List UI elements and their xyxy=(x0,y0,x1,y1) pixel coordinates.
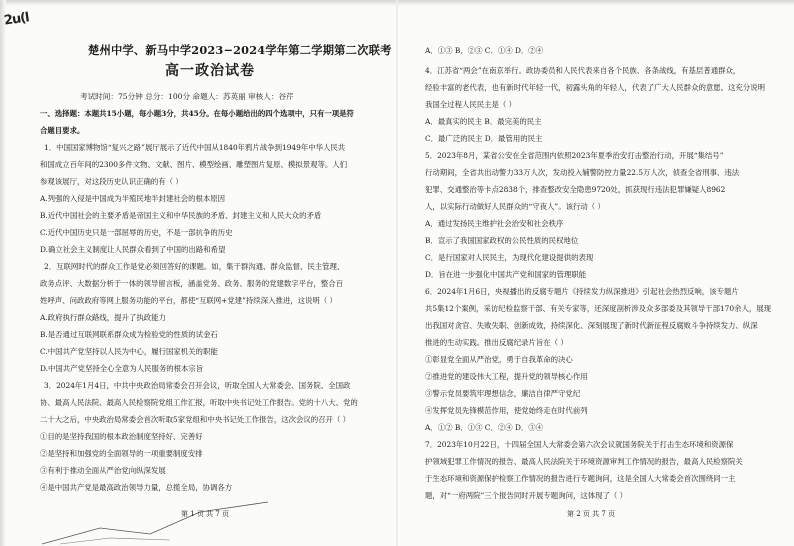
q6-answers: A．①② B．①③ C．②④ D．③④ xyxy=(425,423,544,432)
q4-line-1: 4．江苏省“两会”在南京举行。政协委员和人民代表来自各个民族、各条战线，有基层普通群众， xyxy=(425,66,741,75)
section-heading-cont: 合题目要求。 xyxy=(40,126,85,135)
q1-option-a: A.列强的入侵是中国成为半殖民地半封建社会的根本原因 xyxy=(40,194,226,203)
q2-option-d: D.中国共产党坚持全心全意为人民服务的根本宗旨 xyxy=(40,364,204,373)
q7-line-2: 护领域犯罪工作情况的报告、最高人民法院关于环境资源审判工作情况的报告，最高人民检察院关 xyxy=(425,457,743,466)
q6-line-2: 共5集12个案例，采访纪检监察干部、有关专家等，还深度剖析涉及众多部委及其领导干部170余人，展现 xyxy=(425,304,772,313)
section-heading: 一、选择题：本题共15小题，每小题3分，共45分。在每小题给出的四个选项中，只有一项是符 xyxy=(40,109,354,118)
q2-option-c: C.中国共产党坚持以人民为中心，履行国家机关的职能 xyxy=(40,347,218,356)
page-footer-1: 第 1 页 共 7 页 xyxy=(181,510,230,518)
exam-title: 楚州中学、新马中学2023−2024学年第二学期第二次联考 xyxy=(88,43,392,57)
q3-item-4: ④是中国共产党是最高政治领导力量，总揽全局，协调各方 xyxy=(40,483,233,492)
q1-line-3: 参观该展厅，对这段历史认识正确的有（ ） xyxy=(40,177,183,186)
q3-line-3: 二十大之后，中央政治局常委会首次听取5家党组和中央书记处工作报告，这次会议的召开（ ） xyxy=(40,415,351,424)
q5-option-a: A．通过发扬民主维护社会治安和社会秩序 xyxy=(425,219,564,228)
q2-option-a: A.政府执行群众路线，提升了执政能力 xyxy=(40,313,166,322)
q5-option-d: D．旨在进一步强化中国共产党和国家的管理职能 xyxy=(425,270,587,279)
q6-line-3: 出我国对贪官、失败失职、创新成效，持续深化、深刻展现了新时代新征程反腐败斗争持续发力、纵深 xyxy=(425,321,758,330)
pen-scribble-decoration xyxy=(40,500,270,546)
q6-item-2: ②推进党的建设伟大工程，提升党的领导核心作用 xyxy=(425,372,588,381)
q4-line-2: 经验丰富的老代表，也有新时代年轻一代，初露头角的年轻人，代表了广大人民群众的意愿。这充分说明 xyxy=(425,83,765,92)
q5-line-4: 人，以实际行动做好人民群众的“守夜人”。该行动（ ） xyxy=(425,202,605,211)
q1-line-2: 和国成立百年间的2300多件文物、文献、图片、模型绘画、雕塑图片复原、模拟景观等。人们 xyxy=(40,160,348,169)
q3-line-1: 3．2024年1月4日，中共中央政治局常委会召开会议，听取全国人大常委会、国务院、全国政 xyxy=(44,381,351,390)
q5-line-2: 行动期间，全省共出动警力33万人次，发动投入辅警防控力量22.5万人次，侦查全省刑事、违法 xyxy=(425,168,740,177)
q1-option-b: B.近代中国社会的主要矛盾是帝国主义和中华民族的矛盾、封建主义和人民大众的矛盾 xyxy=(40,211,322,220)
q1-option-c: C.近代中国历史只是一部屈辱的历史，不是一部抗争的历史 xyxy=(40,228,233,237)
q1-option-d: D.确立社会主义制度让人民群众看到了中国的出路和希望 xyxy=(40,245,226,254)
q6-line-1: 6．2024年1月6日，央视播出的反腐专题片《持续发力纵深推进》引起社会热烈反响，该专题片 xyxy=(425,287,739,296)
handwritten-mark: 2u(l xyxy=(3,10,30,29)
q2-option-b: B.是否通过互联网联系群众成为检验党的性质的试金石 xyxy=(40,330,218,339)
exam-page-2 xyxy=(397,0,794,546)
q3-line-2: 协、最高人民法院、最高人民检察院党组工作汇报，听取中央书记处工作报告。党的十八大、党的 xyxy=(40,398,358,407)
q3-item-3: ③有利于推动全面从严治党向纵深发展 xyxy=(40,466,166,475)
q4-options-cd: C．最广泛的民主 D．最管用的民主 xyxy=(425,134,543,143)
q2-line-2: 政务点评、大数据分析于一体的领导留言板，涵盖党务、政务、服务的党建数字平台，整合百 xyxy=(40,279,344,288)
exam-meta: 考试时间：75分钟 总分：100分 命题人：苏英丽 审核人：谷芹 xyxy=(80,92,294,101)
page-footer-2: 第 2 页 共 7 页 xyxy=(567,510,616,518)
q7-line-1: 7．2023年10月22日，十四届全国人大常委会第六次会议就国务院关于打击生态环境和资源保 xyxy=(425,440,734,449)
q4-line-3: 我国全过程人民民主是（ ） xyxy=(425,100,517,109)
q5-line-1: 5．2023年8月，某省公安在全省范围内依照2023年夏季治安打击整治行动，开展“集结号” xyxy=(425,151,724,160)
q7-line-3: 于生态环境和资源保护检察工作情况的报告进行专题询问，这是全国人大常委会首次围绕同一主 xyxy=(425,474,736,483)
q3-item-1: ①目的是坚持我国的根本政治制度坚持好、完善好 xyxy=(40,432,203,441)
q5-line-3: 犯罪、交通整治等卡点2838个，排查整改安全隐患9720处，抓获现行违法犯罪嫌疑人8962 xyxy=(425,185,726,194)
q5-option-b: B．宣示了我国国家政权的公民性质的民权地位 xyxy=(425,236,579,245)
q3-answers: A．①③ B．②③ C．①④ D．②④ xyxy=(425,46,544,55)
q2-line-3: 姓呼声、问政政府等网上服务功能的平台，都使“互联网+党建”持续深入推进，这说明（ ） xyxy=(40,296,337,305)
q7-line-4: 题，对“一府两院”三个报告同时开展专题询问，这体现了（ ） xyxy=(425,491,628,500)
exam-subtitle: 高一政治试卷 xyxy=(165,63,255,79)
q2-line-1: 2．互联网时代的群众工作是党必须回答好的课题。如，集干群沟通、群众监督、民主管理、 xyxy=(44,262,345,271)
q1-line-1: 1．中国国家博物馆“复兴之路”展厅展示了近代中国从1840年鸦片战争到1949年中华人民共 xyxy=(44,143,346,152)
q3-item-2: ②是坚持和加强党的全面领导的一项重要制度安排 xyxy=(40,449,203,458)
q6-line-4: 推进的生动实践。推出反腐纪录片旨在（ ） xyxy=(425,338,568,347)
q6-item-4: ④发挥党员先锋模范作用，使党始终走在时代前列 xyxy=(425,406,588,415)
q6-item-1: ①彰显党全面从严治党，勇于自我革命的决心 xyxy=(425,355,573,364)
q6-item-3: ③警示党员要筑牢理想信念，廉洁自律严守党纪 xyxy=(425,389,581,398)
q5-option-c: C．是行国家对人民民主，为现代化建设提供的表现 xyxy=(425,253,594,262)
q4-options-ab: A．最真实的民主 B．最完美的民主 xyxy=(425,117,542,126)
